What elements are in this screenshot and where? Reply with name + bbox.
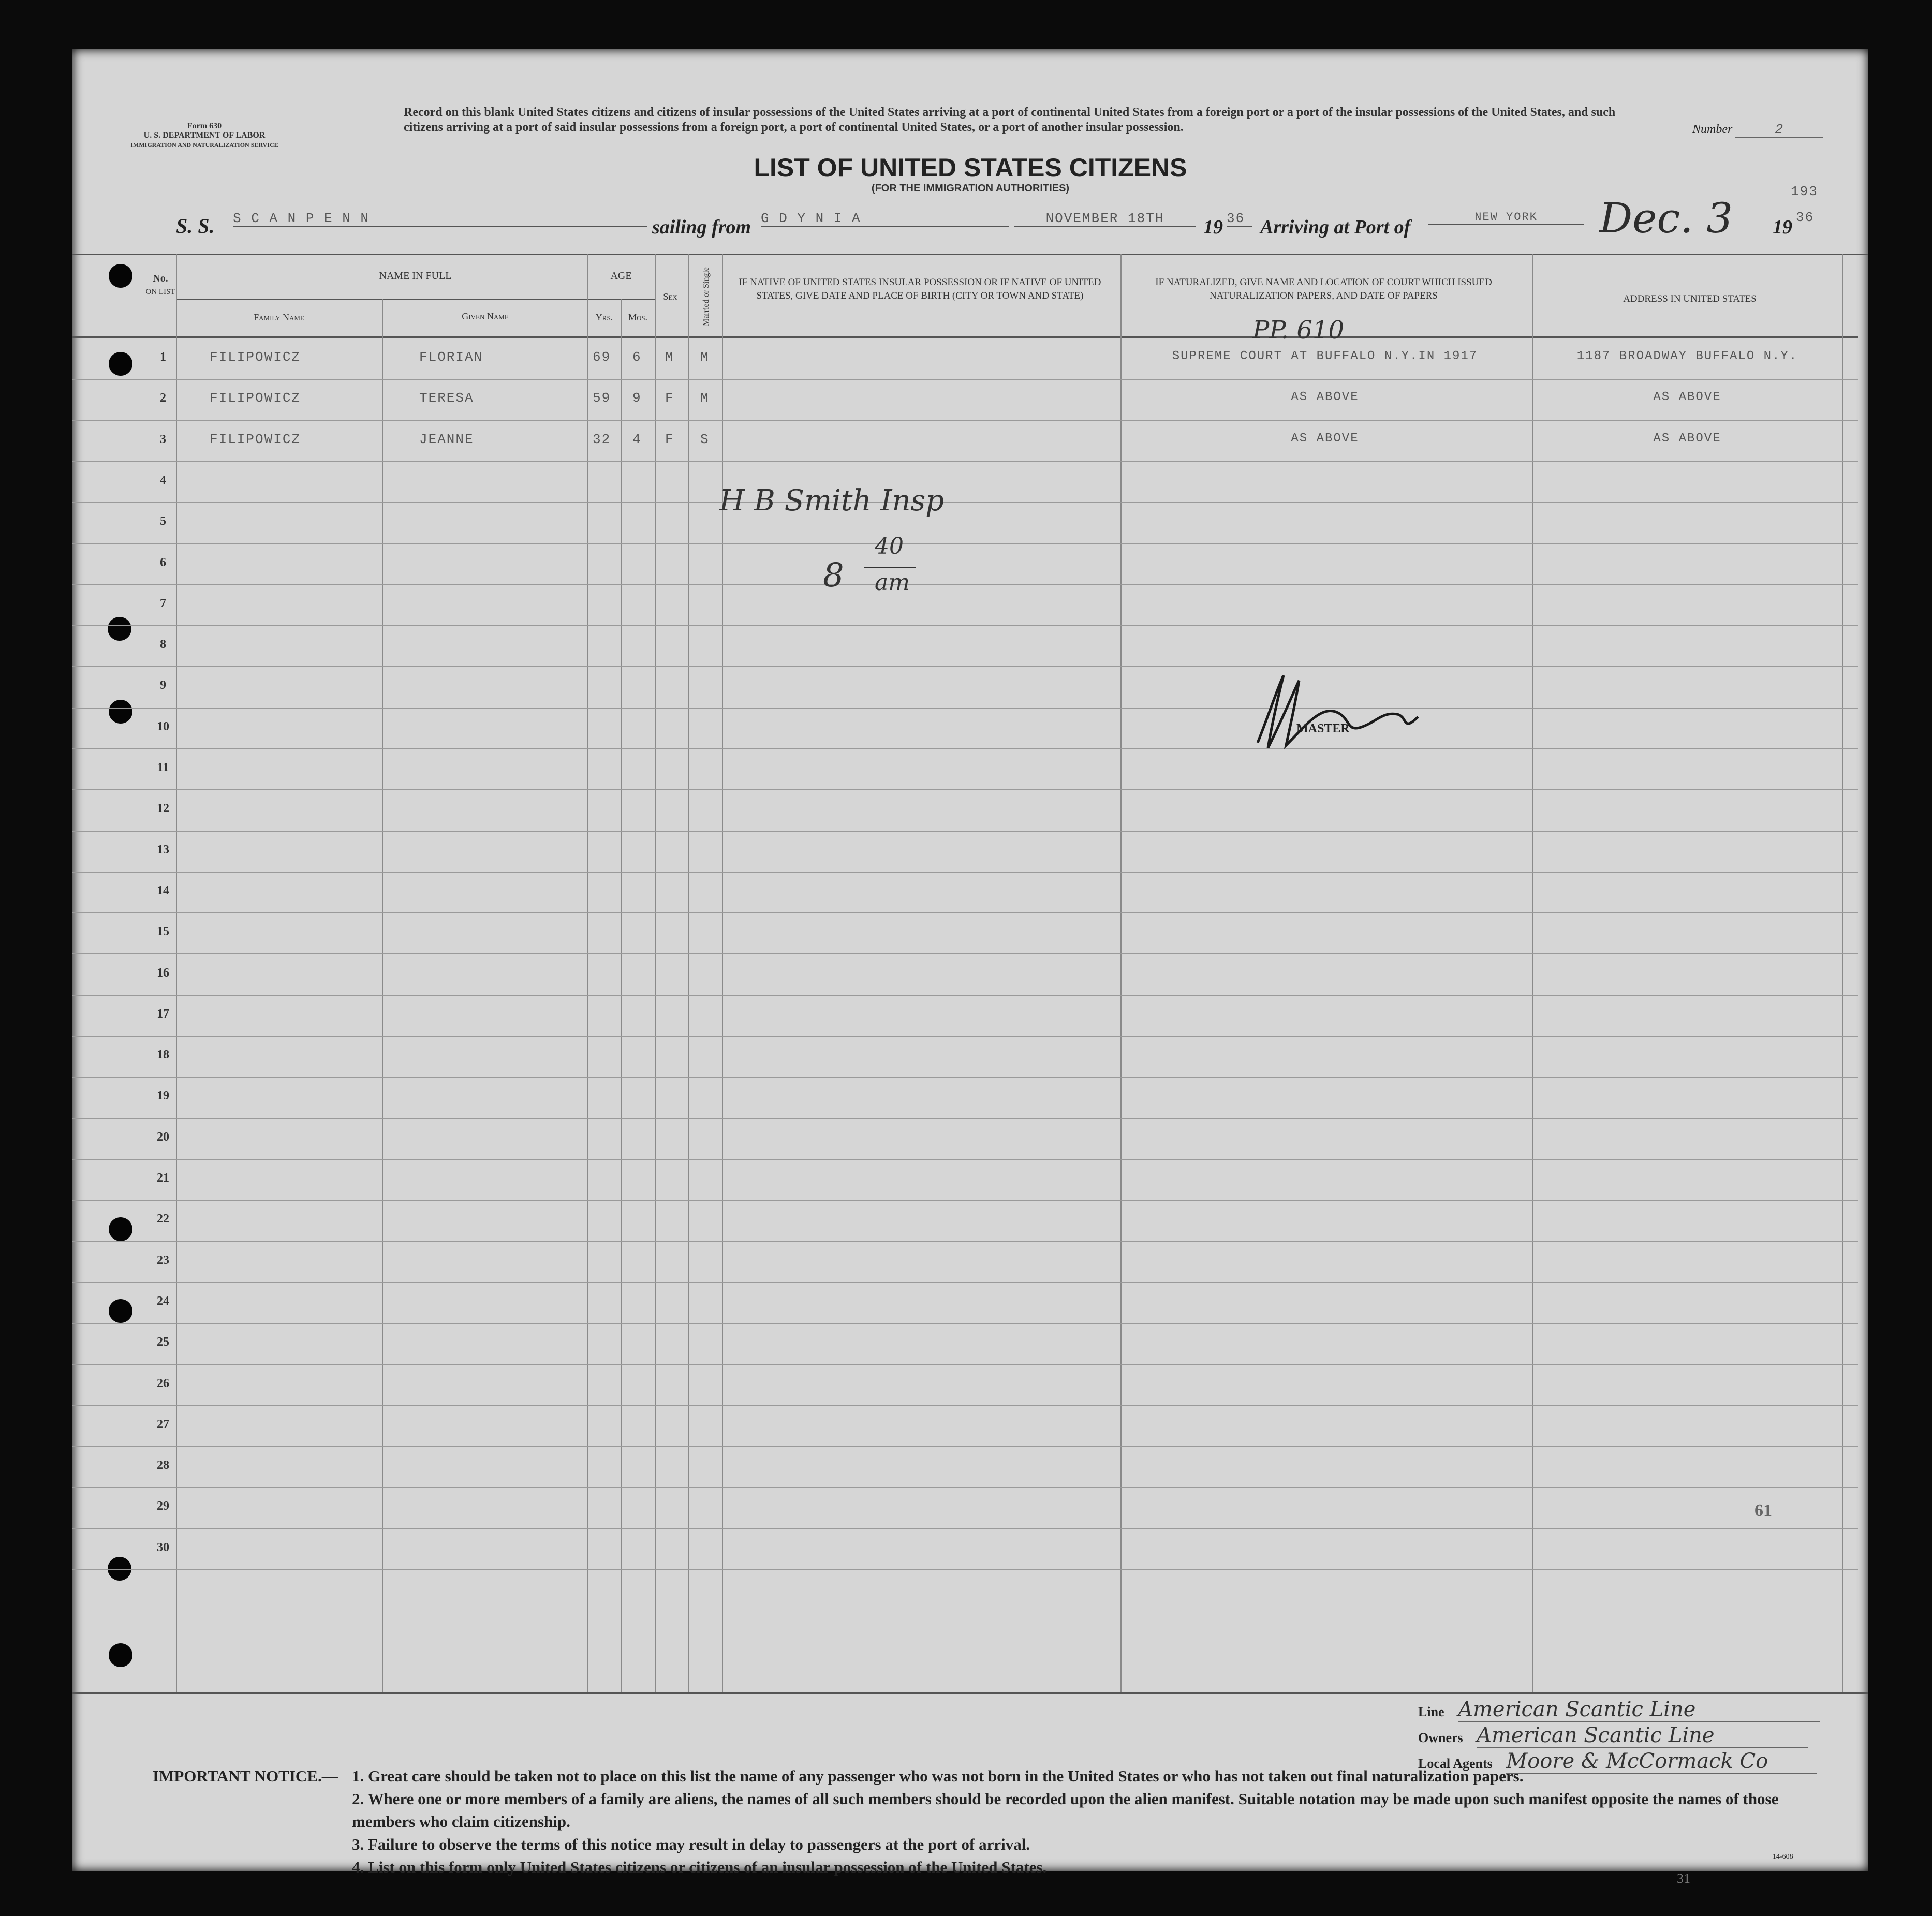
row-number: 26 [157,1376,169,1390]
passenger-table [72,338,1868,1694]
ss-label: S. S. [176,214,215,238]
notice-item: 2. Where one or more members of a family are aliens, the names of all such members should be recorded upon the alien manifest. Suitable notation may be made upon such manifest opposite the names of those members who claim citizenship. [352,1790,1779,1831]
notice-title: IMPORTANT NOTICE.— [153,1767,338,1785]
row-number: 11 [157,761,169,774]
row-number: 23 [157,1253,169,1267]
table-row [72,954,1858,996]
married-single-cell: M [700,349,710,365]
age-months-cell: 4 [632,431,642,447]
page-stamp: 61 [1754,1501,1772,1520]
sail-year: 36 [1227,211,1252,227]
table-row [72,708,1858,749]
row-number: 21 [157,1171,169,1185]
time-ampm: am [875,569,910,596]
table-row [72,1487,1858,1529]
header-age: AGE [610,270,632,282]
notice-item: 3. Failure to observe the terms of this notice may result in delay to passengers at the port of arrival. [352,1835,1030,1853]
row-number: 27 [157,1417,169,1431]
manifest-sheet [72,49,1868,1886]
table-row [72,338,1858,380]
header-family-name: Family Name [254,312,304,322]
punch-hole [109,264,132,288]
address-cell: 1187 BROADWAY BUFFALO N.Y. [1576,349,1798,363]
age-months-cell: 6 [632,349,642,365]
table-row [72,625,1858,667]
table-row [72,1159,1858,1201]
sex-cell: F [665,390,674,406]
family-name-cell: FILIPOWICZ [210,349,301,365]
address-cell: AS ABOVE [1653,431,1721,446]
time-divider [864,567,916,568]
department-name: U. S. DEPARTMENT OF LABOR [143,131,266,140]
row-number: 15 [157,925,169,939]
time-minutes: 40 [875,533,904,559]
row-number: 1 [160,350,166,364]
married-single-cell: S [700,431,710,447]
sailing-label: sailing from [652,216,751,238]
row-number: 28 [157,1458,169,1472]
row-number: 10 [157,719,169,733]
table-row [72,1241,1858,1283]
table-row [72,1323,1858,1365]
given-name-cell: TERESA [419,390,474,406]
number-value: 2 [1735,122,1823,138]
footer-owners-field [1418,1723,1832,1748]
table-row [72,912,1858,954]
agents-value: Moore & McCormack Co [1506,1749,1817,1774]
married-single-cell: M [700,390,710,406]
table-top-rule [72,254,1868,255]
naturalization-court-cell: AS ABOVE [1291,431,1359,446]
header-yrs: Yrs. [595,312,613,322]
header-married-single: Married or Single [702,267,711,326]
header-mos: Mos. [628,312,648,322]
table-row [72,1528,1858,1570]
notice-item: 1. Great care should be taken not to place on this list the name of any passenger who was not born in the United States or who has not taken out final naturalization papers. [352,1767,1524,1785]
table-row [72,1405,1858,1447]
arrival-year-printed: 19 [1773,216,1792,238]
time-hour: 8 [823,556,844,595]
table-row [72,584,1858,626]
corner-stamp: 31 [1677,1871,1690,1886]
naturalization-court-cell: AS ABOVE [1291,390,1359,405]
age-months-cell: 9 [632,390,642,406]
table-row [72,872,1858,913]
ship-name: S C A N P E N N [233,211,647,227]
table-row [72,789,1858,831]
table-row [72,420,1858,462]
arrival-year-stamp: 193 [1791,184,1818,199]
service-name: IMMIGRATION AND NATURALIZATION SERVICE [130,141,278,149]
notice-list [352,1765,1842,1879]
owners-label: Owners [1418,1730,1463,1745]
pp-note: PP. 610 [1252,316,1344,345]
table-row [72,1364,1858,1406]
row-number: 4 [160,473,166,487]
header-birth: IF NATIVE OF UNITED STATES INSULAR POSSESSION OR IF NATIVE OF UNITED STATES, GIVE DATE AND PLACE OF BIRTH (CITY OR TOWN AND STATE) [739,277,1101,301]
table-row [72,1200,1858,1242]
row-number: 8 [160,638,166,652]
row-number: 30 [157,1540,169,1554]
row-number: 24 [157,1294,169,1308]
arrival-date: Dec. 3 [1599,194,1733,242]
table-row [72,1446,1858,1488]
master-label: MASTER [1296,722,1350,735]
sex-cell: F [665,431,674,447]
row-number: 14 [157,883,169,897]
family-name-cell: FILIPOWICZ [210,431,301,447]
age-years-cell: 59 [593,390,611,406]
row-number: 7 [160,596,166,610]
port-from: G D Y N I A [761,211,1009,227]
header-name-in-full: NAME IN FULL [379,270,452,282]
year-prefix: 19 [1203,216,1223,238]
age-years-cell: 69 [593,349,611,365]
table-row [72,379,1858,421]
row-number: 13 [157,843,169,857]
arrival-year: 36 [1796,210,1815,225]
row-number: 9 [160,679,166,692]
header-given-name: Given Name [462,311,509,321]
line-label: Line [1418,1704,1444,1719]
print-code: 14-608 [1773,1853,1793,1861]
address-cell: AS ABOVE [1653,390,1721,405]
header-address: ADDRESS IN UNITED STATES [1623,293,1757,304]
inspector-note: H B Smith Insp [719,484,945,518]
row-number: 3 [160,432,166,446]
row-number: 18 [157,1048,169,1062]
port-to: NEW YORK [1428,211,1584,225]
row-number: 5 [160,514,166,528]
header-on-list: ON LIST [145,288,175,296]
table-row [72,666,1858,708]
master-signature [1247,665,1434,769]
table-bottom-rule [72,1692,1868,1694]
page-subtitle: (FOR THE IMMIGRATION AUTHORITIES) [871,183,1070,194]
naturalization-court-cell: SUPREME COURT AT BUFFALO N.Y.IN 1917 [1172,349,1478,363]
arriving-label: Arriving at Port of [1260,216,1411,238]
age-years-cell: 32 [593,431,611,447]
footer-line-field [1418,1698,1832,1722]
row-number: 6 [160,555,166,569]
instructions-text: Record on this blank United States citizens and citizens of insular possessions of the United States arriving at a port of continental United States from a foreign port or a port of the insular possessions of the United States, and such citizens arriving at a port of said insular possessions from a foreign port, a port of continental United States, or a port of another insular possession. [404,106,1616,134]
row-number: 17 [157,1007,169,1021]
owners-value: American Scantic Line [1477,1723,1808,1748]
row-number: 25 [157,1335,169,1349]
table-row [72,995,1858,1037]
table-row [72,1282,1858,1324]
header-naturalized: IF NATURALIZED, GIVE NAME AND LOCATION OF COURT WHICH ISSUED NATURALIZATION PAPERS, AND DATE OF PAPERS [1155,277,1492,301]
sex-cell: M [665,349,674,365]
row-number: 22 [157,1212,169,1226]
family-name-cell: FILIPOWICZ [210,390,301,406]
row-number: 16 [157,966,169,980]
name-header-rule [176,299,655,300]
page-title: LIST OF UNITED STATES CITIZENS [754,153,1187,182]
header-no-label: No. [153,273,168,284]
line-value: American Scantic Line [1458,1698,1820,1722]
row-number: 2 [160,391,166,405]
row-number: 12 [157,802,169,816]
number-label: Number [1692,123,1733,136]
row-number: 29 [157,1499,169,1513]
table-row [72,831,1858,873]
given-name-cell: JEANNE [419,431,474,447]
table-row [72,1077,1858,1118]
table-row [72,748,1858,790]
sail-date: NOVEMBER 18TH [1014,211,1196,227]
table-row [72,1036,1858,1078]
form-id-block [119,122,290,150]
agents-label: Local Agents [1418,1756,1493,1771]
notice-item: 4. List on this form only United States citizens or citizens of an insular possession of the United States. [352,1858,1047,1876]
table-row [72,461,1858,503]
given-name-cell: FLORIAN [419,349,483,365]
table-row [72,502,1858,544]
form-number: Form 630 [187,122,222,130]
header-sex: Sex [663,291,677,302]
row-number: 20 [157,1130,169,1144]
number-field [1692,122,1848,138]
row-number: 19 [157,1089,169,1103]
table-row [72,1118,1858,1160]
table-row [72,543,1858,585]
